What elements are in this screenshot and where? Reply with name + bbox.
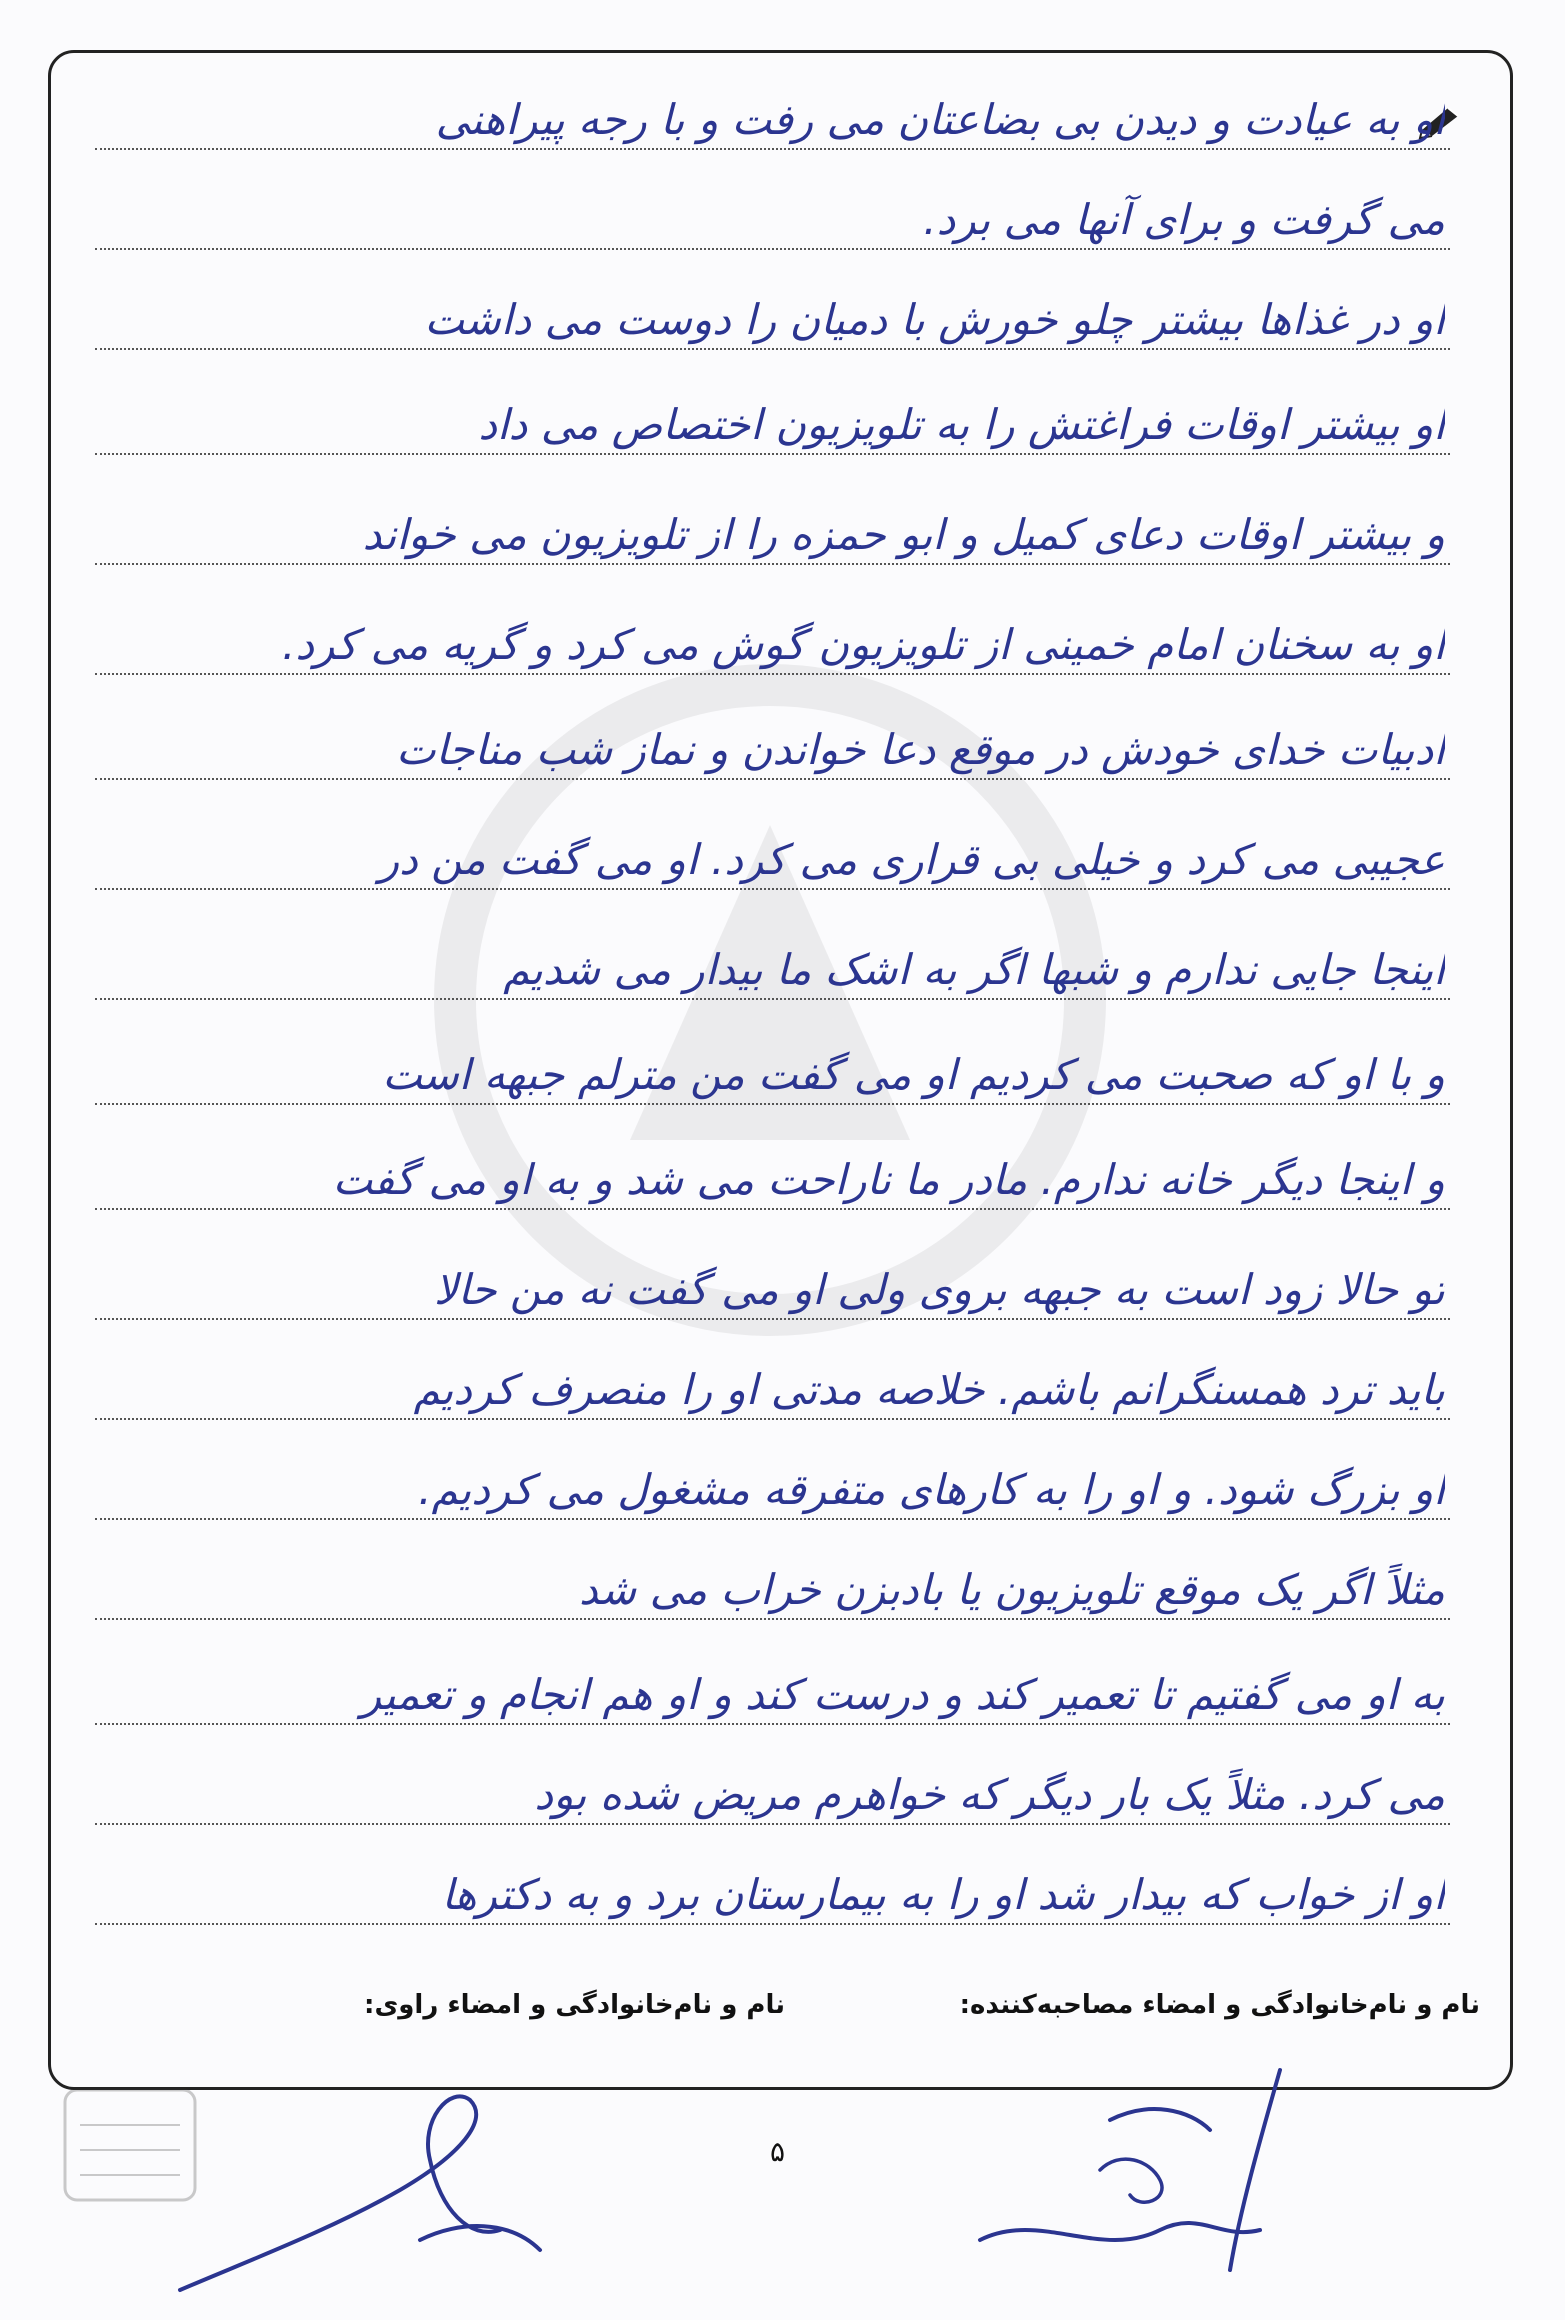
dotted-rule bbox=[95, 1923, 1450, 1925]
dotted-rule bbox=[95, 1418, 1450, 1420]
dotted-rule bbox=[95, 348, 1450, 350]
dotted-rule bbox=[95, 888, 1450, 890]
handwritten-line: و اینجا دیگر خانه ندارم. مادر ما ناراحت می شد و به او می گفت bbox=[332, 1155, 1445, 1204]
dotted-rule bbox=[95, 673, 1450, 675]
handwritten-line: او بیشتر اوقات فراغتش را به تلویزیون اختصاص می داد bbox=[478, 400, 1445, 449]
handwritten-line: ادبیات خدای خودش در موقع دعا خواندن و نماز شب مناجات bbox=[396, 725, 1445, 774]
handwritten-line: او به سخنان امام خمینی از تلویزیون گوش می کرد و گریه می کرد. bbox=[282, 620, 1445, 669]
dotted-rule bbox=[95, 1823, 1450, 1825]
dotted-rule bbox=[95, 778, 1450, 780]
dotted-rule bbox=[95, 563, 1450, 565]
dotted-rule bbox=[95, 1208, 1450, 1210]
interviewer-signature-label: نام و نام‌خانوادگی و امضاء مصاحبه‌کننده: bbox=[959, 1990, 1480, 2020]
dotted-rule bbox=[95, 453, 1450, 455]
handwritten-line: به او می گفتیم تا تعمیر کند و درست کند و او هم انجام و تعمیر bbox=[360, 1670, 1445, 1719]
handwritten-line: مثلاً اگر یک موقع تلویزیون یا بادبزن خراب می شد bbox=[579, 1565, 1445, 1614]
dotted-rule bbox=[95, 148, 1450, 150]
handwritten-line: می گرفت و برای آنها می برد. bbox=[923, 195, 1445, 244]
handwritten-line: او بزرگ شود. و او را به کارهای متفرقه مشغول می کردیم. bbox=[418, 1465, 1445, 1514]
handwritten-line: و بیشتر اوقات دعای کمیل و ابو حمزه را از تلویزیون می خواند bbox=[362, 510, 1445, 559]
handwritten-line: باید ترد همسنگرانم باشم. خلاصه مدتی او را منصرف کردیم bbox=[413, 1365, 1445, 1414]
dotted-rule bbox=[95, 1318, 1450, 1320]
handwritten-line: عجیبی می کرد و خیلی بی قراری می کرد. او می گفت من در bbox=[378, 835, 1445, 884]
handwritten-line: او به عیادت و دیدن بی بضاعتان می رفت و با رجه پیراهنی bbox=[435, 95, 1445, 144]
dotted-rule bbox=[95, 248, 1450, 250]
handwritten-line: تو حالا زود است به جبهه بروی ولی او می گفت نه من حالا bbox=[433, 1265, 1445, 1314]
narrator-signature bbox=[170, 2080, 550, 2310]
dotted-rule bbox=[95, 1103, 1450, 1105]
handwritten-line: او از خواب که بیدار شد او را به بیمارستان برد و به دکترها bbox=[441, 1870, 1445, 1919]
interviewer-signature bbox=[960, 2060, 1360, 2310]
dotted-rule bbox=[95, 1618, 1450, 1620]
handwritten-line: اینجا جایی ندارم و شبها اگر به اشک ما بیدار می شدیم bbox=[503, 945, 1445, 994]
handwritten-line: و با او که صحبت می کردیم او می گفت من مترلم جبهه است bbox=[382, 1050, 1445, 1099]
handwritten-line: او در غذاها بیشتر چلو خورش با دمیان را دوست می داشت bbox=[424, 295, 1445, 344]
page-number: ۵ bbox=[770, 2135, 786, 2168]
narrator-signature-label: نام و نام‌خانوادگی و امضاء راوی: bbox=[364, 1990, 785, 2020]
handwritten-line: می کرد. مثلاً یک بار دیگر که خواهرم مریض شده بود bbox=[534, 1770, 1445, 1819]
dotted-rule bbox=[95, 998, 1450, 1000]
dotted-rule bbox=[95, 1723, 1450, 1725]
dotted-rule bbox=[95, 1518, 1450, 1520]
